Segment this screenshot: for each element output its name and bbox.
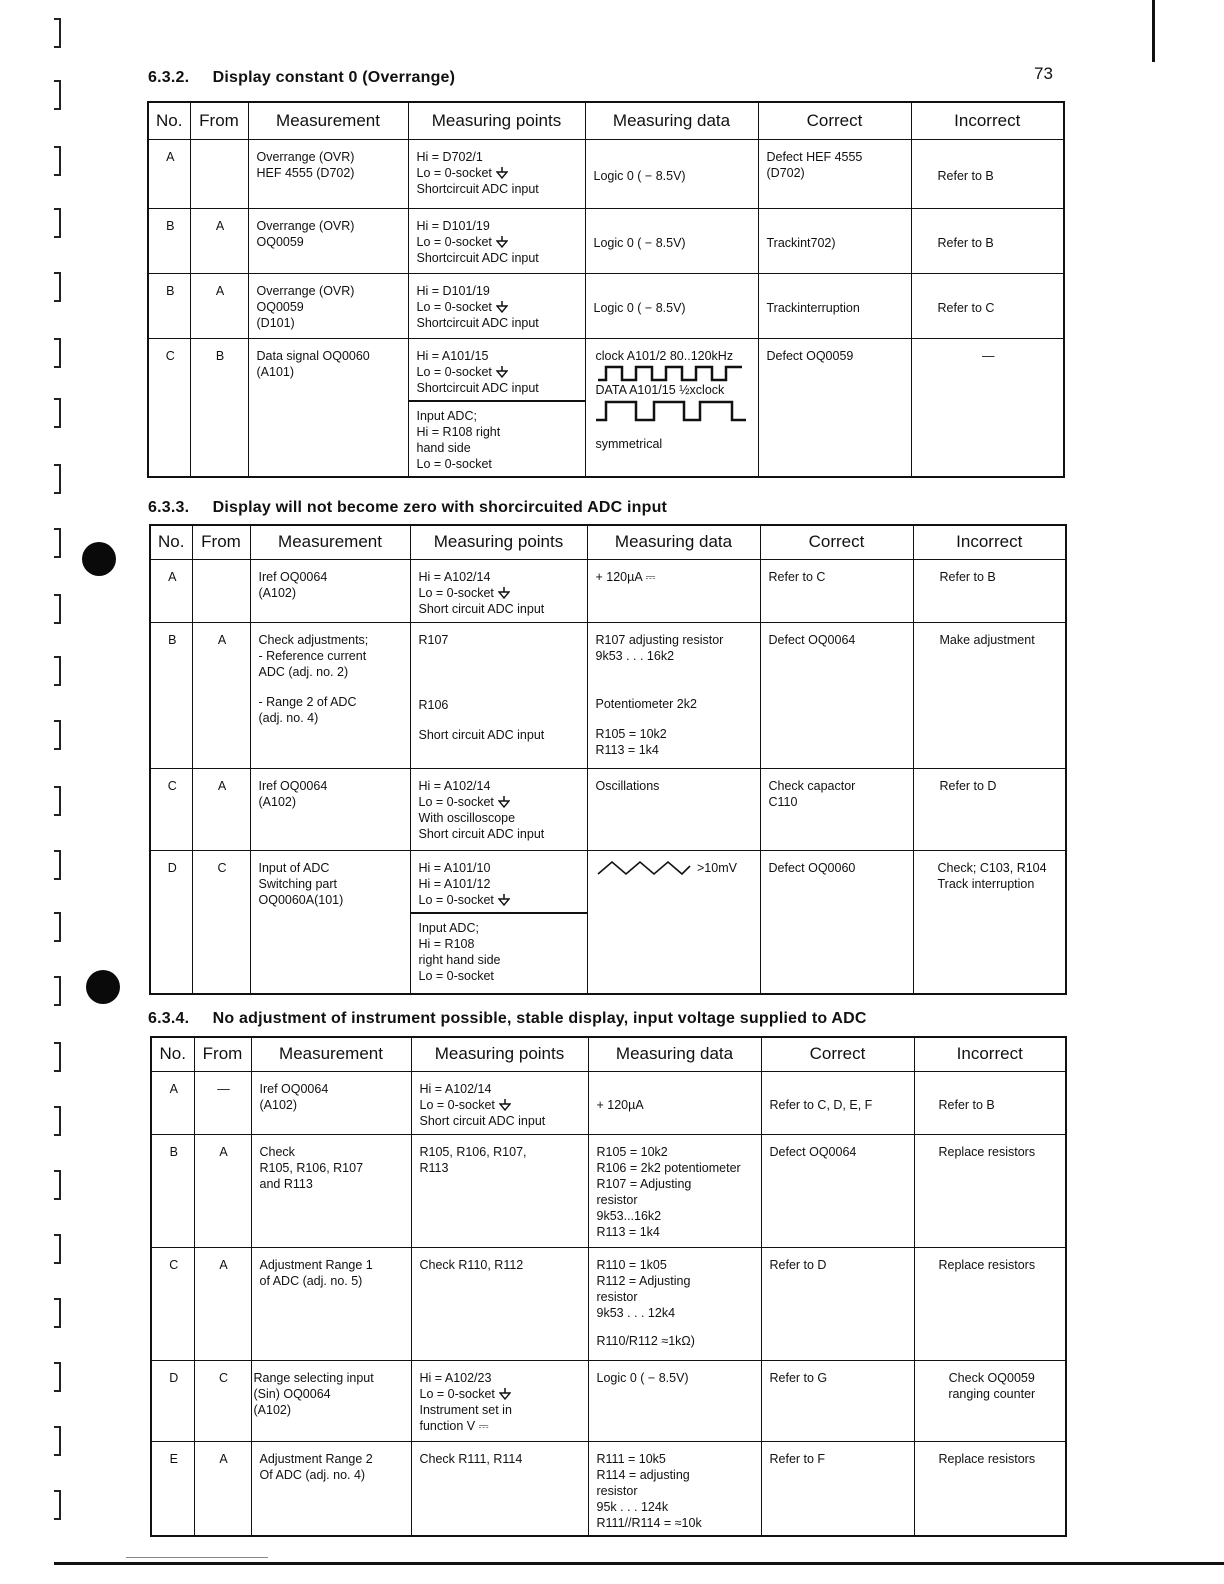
- cell-correct: Defect OQ0064: [760, 622, 913, 768]
- cell-no: C: [151, 1247, 194, 1360]
- col-header-measurement: Measurement: [250, 525, 410, 559]
- cell-incorrect: Check OQ0059 ranging counter: [914, 1360, 1066, 1441]
- table-row: [151, 1247, 1066, 1360]
- data-part: R107 adjusting resistor 9k53 . . . 16k2: [595, 632, 724, 663]
- cell-points: [410, 850, 587, 994]
- cell-correct: Defect HEF 4555 (D702): [758, 139, 911, 208]
- col-header-correct: Correct: [761, 1037, 914, 1071]
- col-header-data: Measuring data: [588, 1037, 761, 1071]
- cell-from: A: [194, 1247, 251, 1360]
- cell-incorrect: Refer to C: [911, 273, 1064, 338]
- cell-points: [411, 1360, 588, 1441]
- cell-points: [410, 768, 587, 850]
- bottom-rule: [54, 1562, 1224, 1565]
- cell-points: [410, 559, 587, 622]
- cell-no: E: [151, 1441, 194, 1536]
- cell-incorrect: Refer to B: [911, 139, 1064, 208]
- cell-measurement: Input of ADC Switching part OQ0060A(101): [250, 850, 410, 994]
- page-number: 73: [1034, 64, 1053, 83]
- table-row: [148, 139, 1064, 208]
- cell-from: A: [190, 208, 248, 273]
- cell-correct: Defect OQ0064: [761, 1134, 914, 1247]
- cell-from: C: [192, 850, 250, 994]
- cell-correct: Refer to G: [761, 1360, 914, 1441]
- table-row: [148, 338, 1064, 477]
- cell-measurement: Iref OQ0064 (A102): [251, 1071, 411, 1134]
- cell-no: D: [150, 850, 192, 994]
- cell-points: [411, 1071, 588, 1134]
- ground-icon: [492, 235, 508, 249]
- triangle-waveform: [596, 860, 694, 876]
- col-header-from: From: [194, 1037, 251, 1071]
- cell-correct: Defect OQ0060: [760, 850, 913, 994]
- cell-incorrect: Replace resistors: [914, 1441, 1066, 1536]
- cell-from: A: [194, 1134, 251, 1247]
- cell-from: A: [192, 768, 250, 850]
- binding-bracket-icon: [52, 272, 62, 302]
- table-row: [151, 1441, 1066, 1536]
- cell-no: C: [150, 768, 192, 850]
- cell-correct: Refer to D: [761, 1247, 914, 1360]
- binding-bracket-icon: [52, 1170, 62, 1200]
- binding-bracket-icon: [52, 338, 62, 368]
- symmetrical-label: symmetrical: [595, 436, 663, 451]
- points-part: R106: [418, 697, 449, 712]
- points-text: Hi = D101/19 Lo = 0-socket: [416, 283, 492, 314]
- cell-correct: Trackint702): [758, 208, 911, 273]
- binding-bracket-icon: [52, 1490, 62, 1520]
- points-extra: Instrument set in function V ⎓: [419, 1402, 512, 1433]
- table-row: [151, 1134, 1066, 1247]
- table-row: [150, 850, 1066, 994]
- table-header-row: [150, 525, 1066, 559]
- ground-icon: [494, 893, 510, 907]
- col-header-points: Measuring points: [410, 525, 587, 559]
- cell-correct: Refer to C, D, E, F: [761, 1071, 914, 1134]
- cell-data: Logic 0 ( − 8.5V): [585, 273, 758, 338]
- points-text: Hi = A101/15 Lo = 0-socket: [416, 348, 492, 379]
- cell-measurement: Data signal OQ0060 (A101): [248, 338, 408, 477]
- binding-bracket-icon: [52, 976, 62, 1006]
- table-row: [150, 768, 1066, 850]
- cell-data: Logic 0 ( − 8.5V): [585, 208, 758, 273]
- points-extra: Short circuit ADC input: [418, 601, 545, 616]
- points-extra: Shortcircuit ADC input: [416, 181, 539, 196]
- data-part: Potentiometer 2k2: [595, 696, 697, 711]
- col-header-points: Measuring points: [408, 102, 585, 139]
- clock-waveform: [596, 364, 746, 382]
- cell-measurement: Adjustment Range 2 Of ADC (adj. no. 4): [251, 1441, 411, 1536]
- troubleshooting-table: [149, 524, 1067, 995]
- table-row: [150, 559, 1066, 622]
- binding-bracket-icon: [52, 656, 62, 686]
- cell-points: [408, 139, 585, 208]
- cell-from: [190, 139, 248, 208]
- binding-bracket-icon: [52, 1042, 62, 1072]
- binding-bracket-icon: [52, 208, 62, 238]
- points-text: Hi = A102/14 Lo = 0-socket: [418, 778, 494, 809]
- cell-points: Check R111, R114: [411, 1441, 588, 1536]
- points-sub: Input ADC; Hi = R108 right hand side Lo = 0-socket: [411, 912, 587, 984]
- cell-from: A: [194, 1441, 251, 1536]
- data-part: R110 = 1k05 R112 = Adjusting resistor 9k53 . . . 12k4: [596, 1257, 691, 1320]
- cell-data: [588, 1247, 761, 1360]
- col-header-no: No.: [150, 525, 192, 559]
- points-extra: Shortcircuit ADC input: [416, 380, 539, 395]
- punch-hole: [86, 970, 120, 1004]
- cell-incorrect: Refer to B: [913, 559, 1066, 622]
- points-text: Hi = A102/23 Lo = 0-socket: [419, 1370, 495, 1401]
- cell-measurement: [250, 622, 410, 768]
- cell-data: Oscillations: [587, 768, 760, 850]
- troubleshooting-table: [150, 1036, 1067, 1537]
- table-row: [148, 273, 1064, 338]
- cell-measurement: Overrange (OVR) OQ0059 (D101): [248, 273, 408, 338]
- binding-bracket-icon: [52, 594, 62, 624]
- section-title-text: Display constant 0 (Overrange): [212, 69, 456, 86]
- col-header-no: No.: [151, 1037, 194, 1071]
- points-extra: With oscilloscope Short circuit ADC input: [418, 810, 545, 841]
- binding-bracket-icon: [52, 1234, 62, 1264]
- col-header-correct: Correct: [758, 102, 911, 139]
- cell-correct: Defect OQ0059: [758, 338, 911, 477]
- binding-bracket-icon: [52, 1426, 62, 1456]
- cell-points: R105, R106, R107, R113: [411, 1134, 588, 1247]
- col-header-incorrect: Incorrect: [914, 1037, 1066, 1071]
- col-header-incorrect: Incorrect: [913, 525, 1066, 559]
- points-part: R107: [418, 632, 449, 647]
- col-header-measurement: Measurement: [251, 1037, 411, 1071]
- cell-incorrect: Make adjustment: [913, 622, 1066, 768]
- cell-data: [587, 850, 760, 994]
- cell-no: A: [150, 559, 192, 622]
- cell-measurement: Overrange (OVR) HEF 4555 (D702): [248, 139, 408, 208]
- table-row: [150, 622, 1066, 768]
- points-extra: Short circuit ADC input: [419, 1113, 546, 1128]
- section-number: 6.3.2.: [148, 69, 190, 86]
- section-title: [148, 1010, 867, 1028]
- cell-from: A: [190, 273, 248, 338]
- ground-icon: [494, 586, 510, 600]
- cell-points: [408, 338, 585, 477]
- cell-data: [585, 338, 758, 477]
- cell-incorrect: Refer to B: [911, 208, 1064, 273]
- col-header-measurement: Measurement: [248, 102, 408, 139]
- cell-data: + 120µA ⎓: [587, 559, 760, 622]
- cell-no: B: [148, 208, 190, 273]
- cell-correct: Refer to F: [761, 1441, 914, 1536]
- cell-incorrect: Replace resistors: [914, 1247, 1066, 1360]
- col-header-from: From: [192, 525, 250, 559]
- ground-icon: [495, 1387, 511, 1401]
- col-header-correct: Correct: [760, 525, 913, 559]
- table-row: [148, 208, 1064, 273]
- cell-no: C: [148, 338, 190, 477]
- cell-correct: Check capactor C110: [760, 768, 913, 850]
- col-header-points: Measuring points: [411, 1037, 588, 1071]
- page-edge-rule: [1152, 0, 1155, 62]
- cell-incorrect: Refer to D: [913, 768, 1066, 850]
- cell-incorrect: Replace resistors: [914, 1134, 1066, 1247]
- cell-correct: Trackinterruption: [758, 273, 911, 338]
- ground-icon: [492, 166, 508, 180]
- cell-measurement: Overrange (OVR) OQ0059: [248, 208, 408, 273]
- col-header-data: Measuring data: [587, 525, 760, 559]
- section-title: [148, 69, 455, 87]
- points-text: Hi = D101/19 Lo = 0-socket: [416, 218, 492, 249]
- cell-from: A: [192, 622, 250, 768]
- cell-points: [408, 208, 585, 273]
- cell-data: Logic 0 ( − 8.5V): [588, 1360, 761, 1441]
- scan-artifact-line: [126, 1557, 268, 1558]
- col-header-data: Measuring data: [585, 102, 758, 139]
- data-waveform: [596, 398, 756, 428]
- binding-bracket-icon: [52, 912, 62, 942]
- cell-no: B: [151, 1134, 194, 1247]
- col-header-from: From: [190, 102, 248, 139]
- cell-no: B: [148, 273, 190, 338]
- section-title: [148, 499, 667, 517]
- binding-bracket-icon: [52, 1298, 62, 1328]
- ground-icon: [492, 300, 508, 314]
- points-sub: Input ADC; Hi = R108 right hand side Lo = 0-socket: [409, 400, 585, 472]
- table-row: [151, 1360, 1066, 1441]
- cell-no: B: [150, 622, 192, 768]
- binding-bracket-icon: [52, 1362, 62, 1392]
- data-value: >10mV: [696, 860, 737, 875]
- table-row: [151, 1071, 1066, 1134]
- data-label: DATA A101/15 ½xclock: [595, 382, 725, 397]
- cell-no: A: [151, 1071, 194, 1134]
- measurement-part: Check adjustments; - Reference current ADC (adj. no. 2): [258, 632, 369, 679]
- binding-bracket-icon: [52, 80, 62, 110]
- cell-points: [410, 622, 587, 768]
- points-extra: Shortcircuit ADC input: [416, 250, 539, 265]
- section-number: 6.3.3.: [148, 499, 190, 516]
- cell-from: B: [190, 338, 248, 477]
- cell-from: C: [194, 1360, 251, 1441]
- data-part: R105 = 10k2 R113 = 1k4: [595, 726, 667, 757]
- cell-measurement: Range selecting input (Sin) OQ0064 (A102): [251, 1360, 411, 1441]
- cell-incorrect: —: [911, 338, 1064, 477]
- cell-measurement: Adjustment Range 1 of ADC (adj. no. 5): [251, 1247, 411, 1360]
- cell-points: [408, 273, 585, 338]
- section-title-text: Display will not become zero with shorcircuited ADC input: [212, 499, 668, 516]
- section-number: 6.3.4.: [148, 1010, 190, 1027]
- binding-bracket-icon: [52, 398, 62, 428]
- cell-from: [192, 559, 250, 622]
- troubleshooting-table: [147, 101, 1065, 478]
- cell-measurement: Iref OQ0064 (A102): [250, 559, 410, 622]
- binding-bracket-icon: [52, 528, 62, 558]
- binding-bracket-icon: [52, 786, 62, 816]
- binding-bracket-icon: [52, 464, 62, 494]
- cell-data: [587, 622, 760, 768]
- cell-no: A: [148, 139, 190, 208]
- points-extra: Shortcircuit ADC input: [416, 315, 539, 330]
- cell-data: R105 = 10k2 R106 = 2k2 potentiometer R107 = Adjusting resistor 9k53...16k2 R113 = 1k4: [588, 1134, 761, 1247]
- points-text: Hi = D702/1 Lo = 0-socket: [416, 149, 492, 180]
- cell-correct: Refer to C: [760, 559, 913, 622]
- col-header-no: No.: [148, 102, 190, 139]
- ground-icon: [494, 795, 510, 809]
- cell-data: + 120µA: [588, 1071, 761, 1134]
- section-title-text: No adjustment of instrument possible, stable display, input voltage supplied to ADC: [212, 1010, 867, 1027]
- binding-bracket-icon: [52, 1106, 62, 1136]
- punch-hole: [82, 542, 116, 576]
- binding-bracket-icon: [52, 720, 62, 750]
- points-part: Short circuit ADC input: [418, 727, 545, 742]
- binding-bracket-icon: [52, 850, 62, 880]
- table-header-row: [148, 102, 1064, 139]
- cell-from: —: [194, 1071, 251, 1134]
- table-header-row: [151, 1037, 1066, 1071]
- points-text: Hi = A102/14 Lo = 0-socket: [418, 569, 494, 600]
- cell-incorrect: Refer to B: [914, 1071, 1066, 1134]
- points-text: Hi = A102/14 Lo = 0-socket: [419, 1081, 495, 1112]
- measurement-part: - Range 2 of ADC (adj. no. 4): [258, 694, 357, 725]
- points-text: Hi = A101/10 Hi = A101/12 Lo = 0-socket: [418, 860, 494, 907]
- binding-bracket-icon: [52, 18, 62, 48]
- cell-data: Logic 0 ( − 8.5V): [585, 139, 758, 208]
- ground-icon: [495, 1098, 511, 1112]
- cell-incorrect: Check; C103, R104 Track interruption: [913, 850, 1066, 994]
- data-part: R110/R112 ≈1kΩ): [596, 1333, 695, 1348]
- ground-icon: [492, 365, 508, 379]
- cell-no: D: [151, 1360, 194, 1441]
- binding-bracket-icon: [52, 146, 62, 176]
- cell-measurement: Check R105, R106, R107 and R113: [251, 1134, 411, 1247]
- col-header-incorrect: Incorrect: [911, 102, 1064, 139]
- cell-measurement: Iref OQ0064 (A102): [250, 768, 410, 850]
- cell-points: Check R110, R112: [411, 1247, 588, 1360]
- cell-data: R111 = 10k5 R114 = adjusting resistor 95k . . . 124k R111//R114 = ≈10k: [588, 1441, 761, 1536]
- clock-label: clock A101/2 80..120kHz: [595, 348, 734, 363]
